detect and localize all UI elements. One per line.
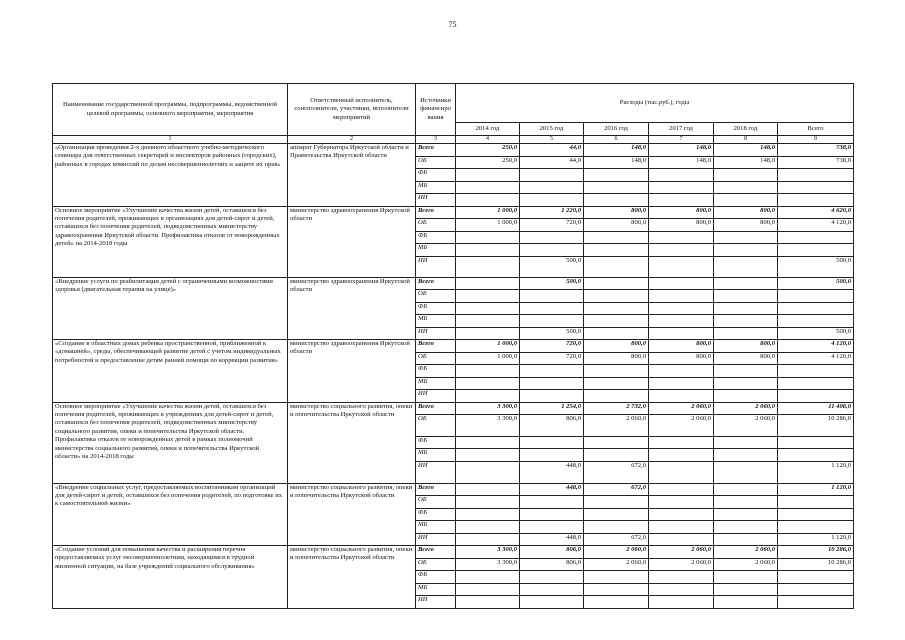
header-year: 2015 год (520, 123, 584, 136)
column-index: 7 (649, 136, 714, 144)
year-value (714, 194, 778, 207)
total-value: 500,0 (778, 327, 854, 340)
funding-source: ФБ (416, 365, 456, 378)
year-value: 2 732,0 (584, 402, 649, 415)
year-value (714, 231, 778, 244)
total-value: 4 120,0 (778, 352, 854, 365)
year-value (456, 169, 520, 182)
funding-source: Всего (416, 546, 456, 559)
header-year: 2017 год (649, 123, 714, 136)
table-row (53, 546, 854, 559)
funding-source: МБ (416, 583, 456, 596)
year-value (649, 461, 714, 483)
total-value: 4 620,0 (778, 206, 854, 219)
year-value (714, 290, 778, 303)
activity-name: «Внедрение услуги по реабилитации детей с ограниченными возможностями здоровья (двигательная терапия на улице)» (53, 277, 288, 340)
year-value: 720,0 (520, 340, 584, 353)
year-value (714, 436, 778, 449)
year-value (456, 302, 520, 315)
year-value (649, 377, 714, 390)
year-value: 2 060,0 (649, 546, 714, 559)
total-value (778, 390, 854, 403)
year-value (456, 194, 520, 207)
year-value (714, 377, 778, 390)
year-value: 2 060,0 (584, 558, 649, 571)
table-row (53, 144, 854, 157)
year-value: 148,0 (584, 156, 649, 169)
activity-name: «Организация проведения 2-х дневного областного учебно-методического семинара для ответственных секретарей и инспекторов районных (городских), районных в городах комиссий по делам несовершеннолетних и защите их прав» (53, 144, 288, 207)
total-value (778, 244, 854, 257)
year-value (584, 571, 649, 584)
year-value: 148,0 (714, 144, 778, 157)
table-row (53, 340, 854, 353)
year-value: 2 060,0 (649, 558, 714, 571)
year-value (456, 390, 520, 403)
funding-source: МБ (416, 181, 456, 194)
funding-source: Всего (416, 277, 456, 290)
year-value: 148,0 (649, 144, 714, 157)
year-value (520, 169, 584, 182)
year-value: 448,0 (520, 483, 584, 496)
year-value: 800,0 (649, 219, 714, 232)
year-value (520, 244, 584, 257)
table-body (53, 144, 854, 609)
total-value: 500,0 (778, 256, 854, 277)
funding-source: МБ (416, 377, 456, 390)
header-year: 2016 год (584, 123, 649, 136)
year-value (520, 181, 584, 194)
year-value (520, 315, 584, 328)
column-index: 9 (778, 136, 854, 144)
total-value: 500,0 (778, 277, 854, 290)
activity-name: «Создание условий для повышения качества и расширения перечня предоставляемых услуг несовершеннолетним, находящимся в трудной жизненной ситуации, на базе учреждений социального обслуживания» (53, 546, 288, 609)
year-value (649, 596, 714, 609)
year-value (714, 461, 778, 483)
year-value (456, 327, 520, 340)
year-value (649, 181, 714, 194)
year-value: 250,0 (456, 156, 520, 169)
year-value (584, 290, 649, 303)
year-value (714, 583, 778, 596)
year-value (520, 377, 584, 390)
year-value (714, 315, 778, 328)
year-value (714, 521, 778, 534)
total-value: 11 406,0 (778, 402, 854, 415)
funding-source: Всего (416, 340, 456, 353)
year-value (584, 194, 649, 207)
activity-name: «Создание в областных домах ребенка пространственной, приближенной к «домашней», среды, обеспечивающей развитие детей с учетом индивидуальных потребностей и предоставление детям ранней помощи по коррекции развития» (53, 340, 288, 403)
funding-source: ИИ (416, 194, 456, 207)
year-value (584, 583, 649, 596)
funding-source: Всего (416, 144, 456, 157)
year-value: 500,0 (520, 277, 584, 290)
year-value: 800,0 (584, 352, 649, 365)
year-value (520, 231, 584, 244)
year-value (456, 365, 520, 378)
year-value: 800,0 (714, 352, 778, 365)
total-value: 4 120,0 (778, 219, 854, 232)
year-value (456, 231, 520, 244)
year-value: 250,0 (456, 144, 520, 157)
year-value (649, 496, 714, 509)
activity-executor: аппарат Губернатора Иркутской области и Правительства Иркутской области (288, 144, 416, 207)
total-value (778, 290, 854, 303)
year-value (649, 583, 714, 596)
year-value (520, 508, 584, 521)
year-value (649, 390, 714, 403)
funding-source: ИИ (416, 533, 456, 546)
activity-executor: министерство социального развития, опеки и попечительства Иркутской области (288, 546, 416, 609)
year-value: 44,0 (520, 144, 584, 157)
year-value (456, 449, 520, 462)
table-row (53, 402, 854, 415)
header-source: Источники финансиро вания (416, 84, 456, 136)
year-value (714, 596, 778, 609)
year-value (649, 508, 714, 521)
year-value: 2 060,0 (649, 415, 714, 437)
year-value (456, 181, 520, 194)
total-value (778, 377, 854, 390)
year-value (456, 533, 520, 546)
year-value: 672,0 (584, 483, 649, 496)
year-value (584, 390, 649, 403)
year-value (584, 436, 649, 449)
column-index: 1 (53, 136, 288, 144)
funding-source: ИИ (416, 390, 456, 403)
year-value (456, 596, 520, 609)
year-value: 672,0 (584, 533, 649, 546)
year-value: 806,0 (520, 415, 584, 437)
year-value: 800,0 (714, 219, 778, 232)
year-value (520, 390, 584, 403)
year-value: 448,0 (520, 533, 584, 546)
year-value (584, 302, 649, 315)
year-value (584, 169, 649, 182)
funding-source: ОБ (416, 156, 456, 169)
year-value (584, 377, 649, 390)
year-value: 500,0 (520, 327, 584, 340)
total-value (778, 596, 854, 609)
funding-source: ФБ (416, 231, 456, 244)
funding-source: МБ (416, 449, 456, 462)
funding-source: МБ (416, 521, 456, 534)
year-value: 806,0 (520, 546, 584, 559)
total-value (778, 302, 854, 315)
column-index: 4 (456, 136, 520, 144)
year-value (649, 194, 714, 207)
year-value (456, 521, 520, 534)
header-executor: Ответственный исполнитель, соисполнители, участники, исполнители мероприятий (288, 84, 416, 136)
total-value: 738,0 (778, 156, 854, 169)
year-value (456, 315, 520, 328)
total-value: 1 120,0 (778, 533, 854, 546)
year-value: 448,0 (520, 461, 584, 483)
year-value (649, 365, 714, 378)
year-value (649, 315, 714, 328)
year-value (714, 277, 778, 290)
funding-source: ОБ (416, 352, 456, 365)
funding-source: ОБ (416, 558, 456, 571)
year-value (456, 290, 520, 303)
total-value (778, 583, 854, 596)
year-value: 148,0 (584, 144, 649, 157)
funding-source: ИИ (416, 461, 456, 483)
total-value (778, 508, 854, 521)
total-value (778, 436, 854, 449)
total-value: 10 286,0 (778, 415, 854, 437)
year-value (520, 521, 584, 534)
year-value: 1 254,0 (520, 402, 584, 415)
activity-executor: министерство здравоохранения Иркутской области (288, 277, 416, 340)
column-index: 5 (520, 136, 584, 144)
year-value (714, 508, 778, 521)
year-value: 720,0 (520, 219, 584, 232)
table-row (53, 483, 854, 496)
year-value (520, 290, 584, 303)
funding-source: ИИ (416, 596, 456, 609)
activity-name: «Внедрение социальных услуг, предоставляемых воспитанникам организаций для детей-сирот и детей, оставшихся без попечения родителей, по подготовке их к самостоятельной жизни» (53, 483, 288, 546)
year-value (649, 327, 714, 340)
year-value (649, 277, 714, 290)
activity-name: Основное мероприятие «Улучшение качества жизни детей, оставшихся без попечения родителей, проживающих в организациях для детей-сирот и детей, оставшихся без попечения родителей, подведомственных министерству здравоохранения Иркутской области. Профилактика отказов от новорожденных детей» на 2014-2018 годы (53, 206, 288, 277)
year-value (584, 315, 649, 328)
page-number: 75 (448, 20, 457, 29)
funding-source: ОБ (416, 290, 456, 303)
year-value (649, 436, 714, 449)
year-value: 2 060,0 (714, 415, 778, 437)
year-value (584, 244, 649, 257)
year-value: 806,0 (520, 558, 584, 571)
activity-name: Основное мероприятие «Улучшение качества жизни детей, оставшихся без попечения родителей, проживающих в учреждениях для детей-сирот и детей, оставшихся без попечения родителей, подведомственных министерству социального развития, опеки и попечительства Иркутской области. Профилактика отказов от новорожденных детей в рамках полномочий министерства социального развития, опеки и попечительства Иркутской области» на 2014-2018 годы (53, 402, 288, 483)
funding-source: ИИ (416, 327, 456, 340)
year-value: 800,0 (584, 206, 649, 219)
year-value (714, 390, 778, 403)
year-value (649, 449, 714, 462)
total-value (778, 571, 854, 584)
year-value: 3 300,0 (456, 402, 520, 415)
year-value: 800,0 (649, 206, 714, 219)
funding-source: МБ (416, 315, 456, 328)
year-value (649, 290, 714, 303)
year-value (714, 244, 778, 257)
total-value: 10 286,0 (778, 558, 854, 571)
year-value: 2 060,0 (714, 546, 778, 559)
column-index: 3 (416, 136, 456, 144)
year-value (456, 436, 520, 449)
year-value (714, 169, 778, 182)
header-expenses: Расходы (тыс.руб.), годы (456, 84, 854, 123)
year-value (584, 327, 649, 340)
year-value: 1 000,0 (456, 206, 520, 219)
year-value (649, 256, 714, 277)
total-value (778, 365, 854, 378)
year-value (649, 302, 714, 315)
year-value (456, 571, 520, 584)
year-value (584, 277, 649, 290)
year-value (584, 508, 649, 521)
year-value (456, 256, 520, 277)
total-value (778, 496, 854, 509)
year-value (456, 277, 520, 290)
year-value (714, 496, 778, 509)
year-value (584, 449, 649, 462)
year-value (584, 256, 649, 277)
year-value: 1 220,0 (520, 206, 584, 219)
year-value (520, 365, 584, 378)
header-year: 2018 год (714, 123, 778, 136)
year-value (714, 365, 778, 378)
total-value: 10 286,0 (778, 546, 854, 559)
activity-executor: министерство здравоохранения Иркутской области (288, 206, 416, 277)
activity-executor: министерство социального развития, опеки и попечительства Иркутской области (288, 483, 416, 546)
year-value: 720,0 (520, 352, 584, 365)
year-value: 2 060,0 (584, 415, 649, 437)
year-value: 2 060,0 (714, 558, 778, 571)
year-value (649, 533, 714, 546)
year-value: 148,0 (714, 156, 778, 169)
year-value (714, 533, 778, 546)
table-row (53, 277, 854, 290)
year-value (714, 483, 778, 496)
year-value: 800,0 (584, 219, 649, 232)
year-value: 800,0 (714, 206, 778, 219)
year-value: 2 060,0 (649, 402, 714, 415)
year-value (714, 449, 778, 462)
funding-source: ОБ (416, 496, 456, 509)
year-value (714, 327, 778, 340)
year-value: 2 060,0 (714, 402, 778, 415)
total-value: 1 120,0 (778, 461, 854, 483)
year-value (649, 571, 714, 584)
year-value (456, 377, 520, 390)
funding-source: Всего (416, 483, 456, 496)
activity-executor: министерство здравоохранения Иркутской области (288, 340, 416, 403)
year-value (649, 483, 714, 496)
total-value (778, 521, 854, 534)
year-value (520, 436, 584, 449)
year-value (714, 256, 778, 277)
header-name: Наименование государственной программы, подпрограммы, ведомственной целевой программы, основного мероприятия, мероприятия (53, 84, 288, 136)
year-value: 800,0 (649, 352, 714, 365)
year-value (456, 496, 520, 509)
year-value (456, 461, 520, 483)
year-value (584, 596, 649, 609)
column-index: 2 (288, 136, 416, 144)
year-value: 800,0 (649, 340, 714, 353)
year-value (456, 508, 520, 521)
header-year: 2014 год (456, 123, 520, 136)
funding-source: ФБ (416, 571, 456, 584)
total-value: 1 120,0 (778, 483, 854, 496)
total-value: 738,0 (778, 144, 854, 157)
year-value: 1 000,0 (456, 340, 520, 353)
table-row (53, 206, 854, 219)
total-value (778, 181, 854, 194)
year-value: 1 000,0 (456, 352, 520, 365)
header-total: Всего (778, 123, 854, 136)
year-value (649, 169, 714, 182)
funding-source: ФБ (416, 436, 456, 449)
total-value (778, 315, 854, 328)
budget-table (52, 83, 854, 609)
year-value (649, 244, 714, 257)
year-value (714, 571, 778, 584)
year-value (584, 181, 649, 194)
funding-source: ИИ (416, 256, 456, 277)
year-value (584, 365, 649, 378)
year-value (714, 302, 778, 315)
year-value (520, 496, 584, 509)
funding-source: ФБ (416, 169, 456, 182)
total-value (778, 169, 854, 182)
year-value: 148,0 (649, 156, 714, 169)
activity-executor: министерство социального развития, опеки и попечительства Иркутской области (288, 402, 416, 483)
year-value: 1 000,0 (456, 219, 520, 232)
funding-source: Всего (416, 206, 456, 219)
year-value (456, 483, 520, 496)
year-value (520, 302, 584, 315)
funding-source: ОБ (416, 415, 456, 437)
year-value: 500,0 (520, 256, 584, 277)
total-value: 4 120,0 (778, 340, 854, 353)
year-value (649, 231, 714, 244)
column-index: 8 (714, 136, 778, 144)
year-value (584, 496, 649, 509)
year-value (584, 231, 649, 244)
funding-source: ФБ (416, 302, 456, 315)
total-value (778, 449, 854, 462)
year-value: 3 300,0 (456, 546, 520, 559)
year-value (714, 181, 778, 194)
year-value (456, 244, 520, 257)
year-value (520, 571, 584, 584)
total-value (778, 194, 854, 207)
year-value (456, 583, 520, 596)
year-value (520, 449, 584, 462)
year-value (584, 521, 649, 534)
year-value (649, 521, 714, 534)
funding-source: ФБ (416, 508, 456, 521)
year-value: 2 060,0 (584, 546, 649, 559)
year-value: 3 300,0 (456, 415, 520, 437)
column-index: 6 (584, 136, 649, 144)
year-value: 800,0 (584, 340, 649, 353)
year-value (520, 194, 584, 207)
funding-source: Всего (416, 402, 456, 415)
year-value (520, 583, 584, 596)
year-value: 800,0 (714, 340, 778, 353)
total-value (778, 231, 854, 244)
funding-source: ОБ (416, 219, 456, 232)
year-value: 672,0 (584, 461, 649, 483)
year-value: 3 300,0 (456, 558, 520, 571)
year-value (520, 596, 584, 609)
funding-source: МБ (416, 244, 456, 257)
year-value: 44,0 (520, 156, 584, 169)
